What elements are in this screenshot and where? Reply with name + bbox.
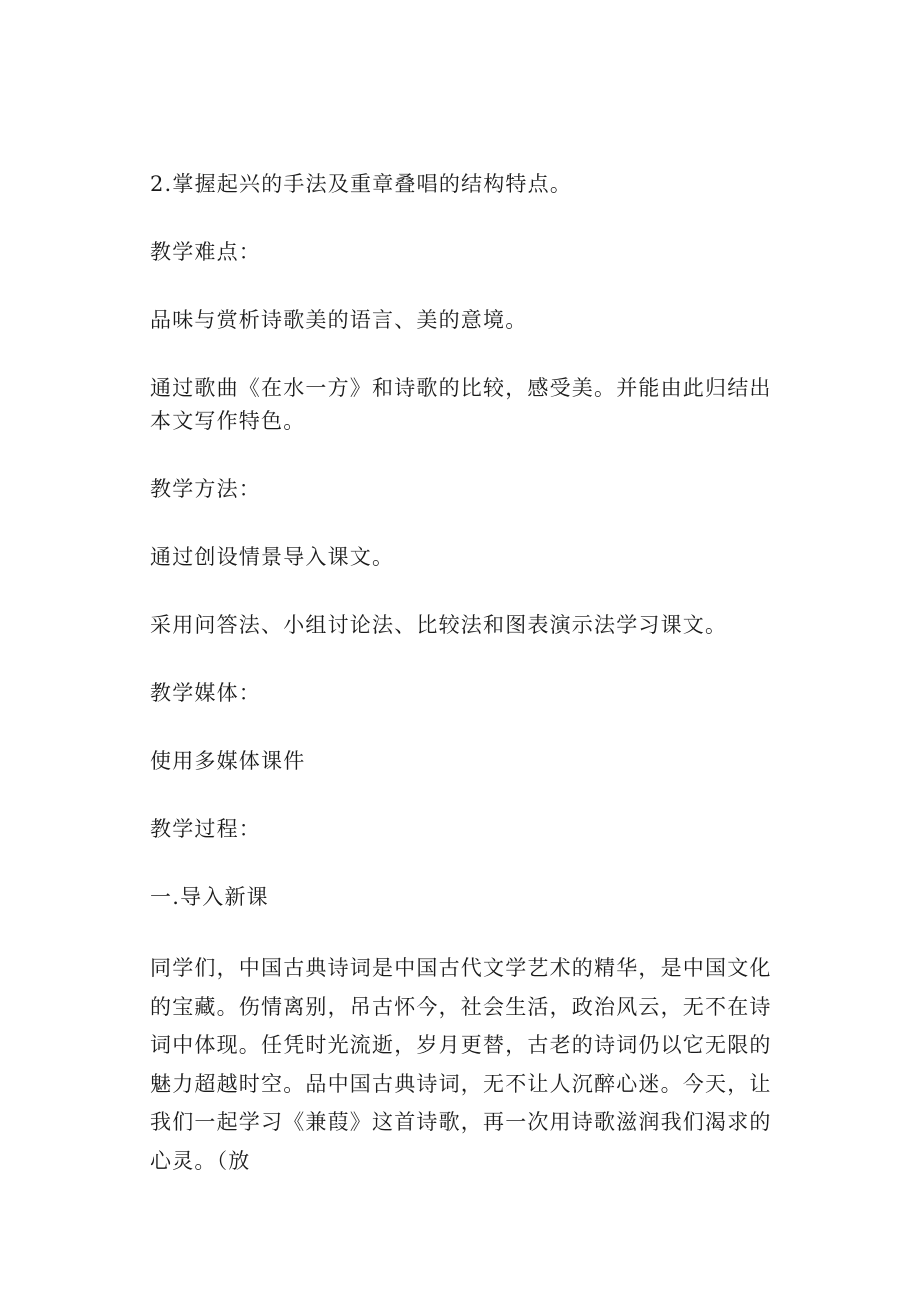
difficulty-item-1: 品味与赏析诗歌美的语言、美的意境。 bbox=[150, 308, 528, 332]
section-heading-methods: 教学方法： bbox=[150, 477, 261, 501]
section-heading-process: 教学过程： bbox=[150, 817, 261, 841]
process-step-1-heading: 一.导入新课 bbox=[150, 885, 269, 909]
media-item: 使用多媒体课件 bbox=[150, 749, 306, 773]
section-heading-media: 教学媒体： bbox=[150, 681, 261, 705]
document-body bbox=[150, 168, 775, 1215]
difficulty-item-2: 通过歌曲《在水一方》和诗歌的比较，感受美。并能由此归结出本文写作特色。 bbox=[150, 376, 772, 433]
method-item-1: 通过创设情景导入课文。 bbox=[150, 545, 395, 569]
introduction-paragraph: 同学们，中国古典诗词是中国古代文学艺术的精华，是中国文化的宝藏。伤情离别，吊古怀今，社会生活，政治风云，无不在诗词中体现。任凭时光流逝，岁月更替，古老的诗词仍以它无限的魅力超越时空。品中国古典诗词，无不让人沉醉心迷。今天，让我们一起学习《兼葭》这首诗歌，再一次用诗歌滋润我们渴求的心灵。（放 bbox=[150, 956, 772, 1173]
section-heading-difficulties: 教学难点： bbox=[150, 240, 261, 264]
objective-item-2: 2.掌握起兴的手法及重章叠唱的结构特点。 bbox=[150, 172, 573, 196]
method-item-2: 采用问答法、小组讨论法、比较法和图表演示法学习课文。 bbox=[150, 613, 728, 637]
